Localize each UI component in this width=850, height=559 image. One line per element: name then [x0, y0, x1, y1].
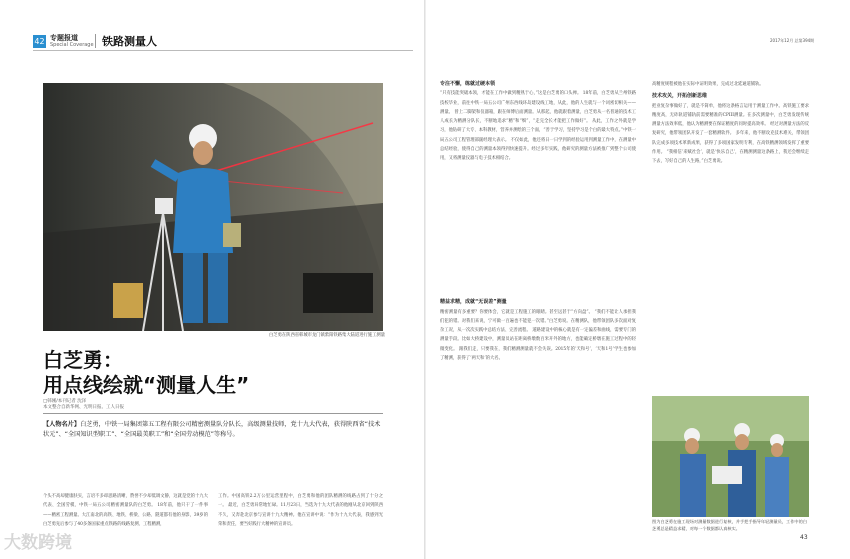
tunnel-surveyor-illustration	[43, 83, 383, 331]
issue-date: 2017年12月 总第394期	[770, 38, 815, 43]
page-number: 43	[800, 534, 808, 541]
body-text-cont: 高精度规程被他在实际中证明效果，完成过北延通道铺轨。	[652, 82, 764, 87]
watermark-logo: 大数跨境	[4, 533, 72, 553]
byline-authors: □韩刚/本刊记者 沈泽	[43, 399, 87, 404]
section-title: 铁路测量人	[102, 35, 157, 48]
byline-source: 本文整合自新华网、光明日报、工人日报	[43, 405, 124, 410]
body-text-innovation: 把业复杂事做好了，就是不简单，他将这条格言运用于测量工作中。高铁施工要求精度高，无砟轨道铺轨前需要精准的CPIII测量。在多次测量中，白芝勇发现传统测量方法效率低，他认为精测要在保证精度的同时提高效率。 经过对测量方法的反复研究，他带领团队开发了一套精测软件。 多年来，他不断攻克技术难关，带领团队完成多项技术革新成果，获得了多项国家发明专利，在高铁精测领域发挥了重要作用。 “我相信‘来赋社会’，就是‘快乐自己’，在精测测量这条路上，我还会继续走下去，写好自己的人生路，”白芝勇说。	[652, 103, 809, 165]
photo-caption: 白芝勇在陕西省韩城市龙门镇紫阳铁路集大陆道进行施工测量	[268, 333, 385, 338]
header-separator	[95, 34, 96, 48]
team-field-illustration	[652, 396, 809, 517]
body-column-left-b: 工作。中国高铁2.2万公里运营里程中，白芝勇和他的团队精测的线路占到了十分之一。 最近，白芝勇异常地忙碌。11月23日，当选为十九大代表的他刚从北京回到陕西不久，又奔赴北京参与宣讲十九大精神。他在宣讲中说：“作为十九大代表，我感到光荣和责任，要当好践行大精神的宣讲员。	[218, 494, 383, 527]
page-gutter	[424, 0, 426, 559]
subheading-focus: 专注不懈，练就过硬本领	[440, 81, 496, 87]
body-text-focus: “只有技能突破本领，才能在工作中做到精熟于心，”这是白芝勇的口头禅。 18年前，白芝勇从兰州铁路技校毕业，前往中铁一局五公司广州东西线环岛建设线工地，从此，他的人生就与一个词密切相关——测量。 曾上二脚架和仪器箱，跟在师傅后面测量。从那起，他就跟着测量，白芝勇从一名普通的技术工人成长为精测分队长，不断地追求“精”和“细”，“走完全长才能把工作做好”。 从此，工作之外就是学习，他钻研了大专、本科教材，营养并测绘的三个面，“善于学习，坚持学习是个白的最大特点。”中铁一局五公司工程管理部副经理大表示。 不仅如此，他还将日一日学到的经验运用到测量工作中，在测量中总结经验，使得自己的测量本领得到快速提升。经过多年实践，他研究的测量方法被推广到整个公司使用，又将测量仪器与电子技术相结合。	[440, 91, 636, 162]
side-photo	[652, 396, 809, 517]
body-column-left-a: 个头不高却健康肤实，言语不多却思路清晰，赞誉不少却低调文静，这就是党的十九大代表、全国劳模、中铁一局五公司精密测量队的白芝勇。 18年前，他只干了一件事——精密工程测量。大江南北的高铁、地铁、桥梁、公路、隧道都有他的身影，39岁的白芝勇先后参与了40多条国家重点铁路的线路复测、工程精测，	[43, 494, 208, 527]
body-column-right-1	[440, 80, 636, 535]
subheading-precision: 精益求精，成就“无误差”测量	[440, 299, 507, 306]
header-rule	[33, 50, 413, 51]
section-kicker-en: Special Coverage	[50, 42, 94, 48]
profile-label: 【人物名片】	[43, 421, 81, 428]
headline-line2: 用点线绘就“测量人生”	[43, 373, 250, 397]
subheading-innovation: 技术攻关，开拓创新思维	[652, 93, 708, 100]
profile-intro	[43, 420, 383, 440]
body-column-right-2	[652, 80, 809, 390]
section-kicker: 专题报道	[50, 34, 78, 42]
profile-text: 白芝勇，中铁一局集团第五工程有限公司精密测量队分队长，高级测量技师，党十九大代表，获得陕西省“技术状元”、“全国知识型职工”、“全国最美职工”和“全国劳动模范”等称号。	[43, 421, 381, 438]
main-photo	[43, 83, 383, 331]
body-text-precision: 精密测量有多重要？你要体会，它就是工程施工的眼睛。甚至远甚于“方向盘”。 “我们不能让人承担我们犯的错。对我们来说，宁可做一百遍也不能犯一次错。”白芝勇说。在精测队，他带领团队多次面对复杂工况，从一次次实践中总结方法、完善流程。 道路建设中的核心就是有一定偏差和曲线，需要专门的测量手段。比如大桥建设中，测量员站在距离桥墩数百米开外的地方，也能确定桥墩在施工过程中的轻微变化。 跟我们走，只要我在，我们精测测量就不会失误。2015年的‘天和号’，‘天和1号’学生也参加了精测，获得了‘两天和’的大名。	[440, 309, 636, 362]
section-icon: 42	[34, 37, 45, 46]
headline-line1: 白芝勇：	[43, 348, 123, 372]
byline	[43, 399, 124, 411]
side-photo-caption: 图为白芝勇在施工现场对测量数据进行复核，并手把手指导年轻测量员，工作中的白芝勇总是精益求精，对每一个数据都认真核实。	[652, 519, 807, 531]
title-rule	[43, 413, 383, 414]
